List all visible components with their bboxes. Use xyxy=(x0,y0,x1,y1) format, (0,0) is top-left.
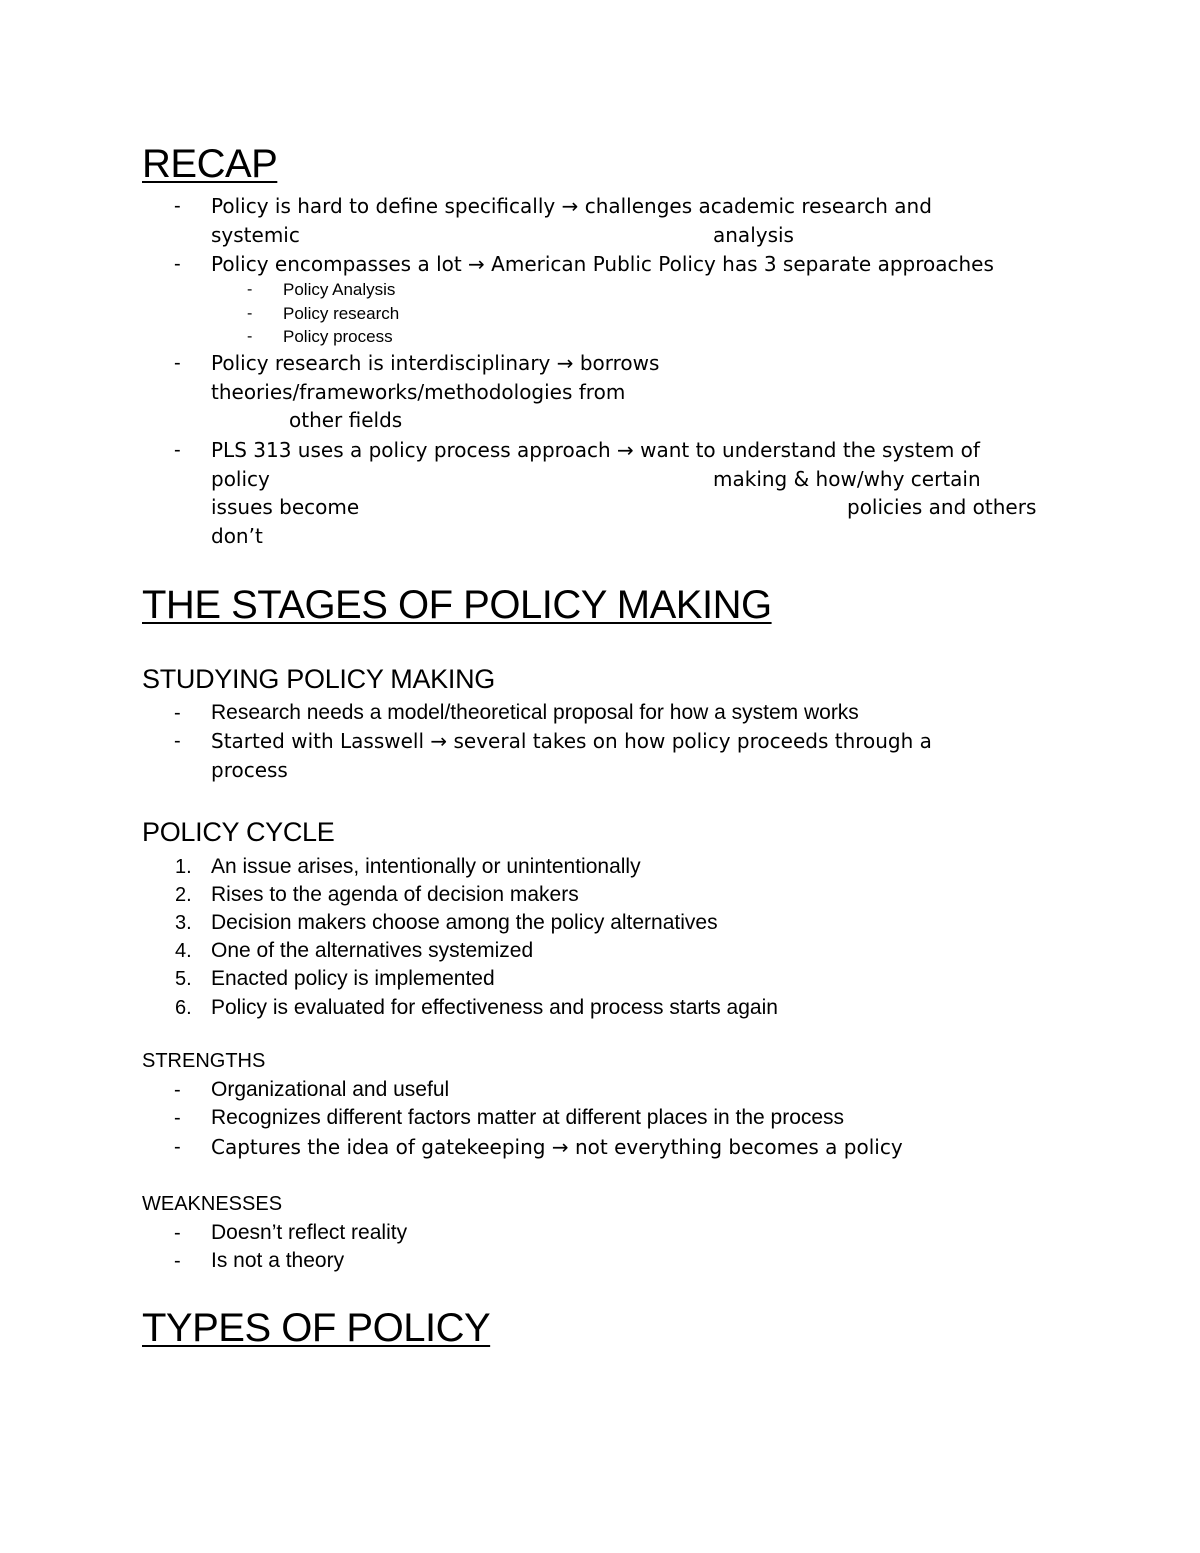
studying-item-2-line-2: process xyxy=(211,758,288,782)
cycle-number-4: 4. xyxy=(175,940,192,962)
studying-bullet-2: - xyxy=(174,730,181,752)
recap-item-1-line-2a: systemic xyxy=(211,223,300,247)
recap-subbullet-1: - xyxy=(247,281,253,298)
recap-bullet-2: - xyxy=(174,253,181,275)
recap-bullet-4: - xyxy=(174,439,181,461)
strengths-heading: STRENGTHS xyxy=(142,1050,266,1072)
cycle-number-2: 2. xyxy=(175,884,192,906)
weaknesses-item-1: Doesn’t reflect reality xyxy=(211,1221,408,1244)
recap-item-1-line-2b: analysis xyxy=(713,223,794,247)
cycle-number-5: 5. xyxy=(175,968,192,990)
recap-item-2: Policy encompasses a lot → American Public Policy has 3 separate approaches xyxy=(211,252,994,276)
cycle-step-6: Policy is evaluated for effectiveness and process starts again xyxy=(211,996,778,1019)
recap-item-3-line-1: Policy research is interdisciplinary → borrows xyxy=(211,351,660,375)
recap-subitem-1: Policy Analysis xyxy=(283,280,396,299)
studying-heading: STUDYING POLICY MAKING xyxy=(142,664,495,694)
cycle-step-2: Rises to the agenda of decision makers xyxy=(211,883,579,906)
cycle-step-1: An issue arises, intentionally or unintentionally xyxy=(211,855,641,878)
strengths-bullet-3: - xyxy=(174,1136,181,1158)
studying-bullet-1: - xyxy=(174,702,181,724)
weaknesses-item-2: Is not a theory xyxy=(211,1249,345,1272)
cycle-heading: POLICY CYCLE xyxy=(142,817,335,847)
recap-subitem-2: Policy research xyxy=(283,304,400,323)
recap-item-4-line-2b: making & how/why certain xyxy=(713,467,981,491)
recap-heading: RECAP xyxy=(142,142,278,186)
recap-item-4-line-2a: policy xyxy=(211,467,270,491)
studying-item-1: Research needs a model/theoretical proposal for how a system works xyxy=(211,701,859,724)
types-heading: TYPES OF POLICY xyxy=(142,1306,491,1350)
cycle-step-5: Enacted policy is implemented xyxy=(211,967,495,990)
recap-item-3-line-2: theories/frameworks/methodologies from xyxy=(211,380,626,404)
weaknesses-bullet-1: - xyxy=(174,1222,181,1244)
strengths-item-3: Captures the idea of gatekeeping → not everything becomes a policy xyxy=(211,1135,903,1159)
strengths-bullet-1: - xyxy=(174,1079,181,1101)
cycle-step-4: One of the alternatives systemized xyxy=(211,939,534,962)
cycle-step-3: Decision makers choose among the policy alternatives xyxy=(211,911,718,934)
recap-subbullet-3: - xyxy=(247,328,253,345)
strengths-item-1: Organizational and useful xyxy=(211,1078,450,1101)
recap-item-4-line-3a: issues become xyxy=(211,495,360,519)
weaknesses-bullet-2: - xyxy=(174,1250,181,1272)
recap-item-4-line-4: don’t xyxy=(211,524,263,548)
recap-item-4-line-1: PLS 313 uses a policy process approach → want to understand the system of xyxy=(211,438,980,462)
recap-subitem-3: Policy process xyxy=(283,327,393,346)
recap-item-1-line-1: Policy is hard to define specifically → challenges academic research and xyxy=(211,194,932,218)
recap-subbullet-2: - xyxy=(247,305,253,322)
recap-item-3-line-3: other fields xyxy=(289,408,403,432)
studying-item-2-line-1: Started with Lasswell → several takes on how policy proceeds through a xyxy=(211,729,932,753)
weaknesses-heading: WEAKNESSES xyxy=(142,1193,283,1215)
cycle-number-3: 3. xyxy=(175,912,192,934)
strengths-bullet-2: - xyxy=(174,1107,181,1129)
cycle-number-6: 6. xyxy=(175,997,192,1019)
cycle-number-1: 1. xyxy=(175,856,192,878)
strengths-item-2: Recognizes different factors matter at different places in the process xyxy=(211,1106,845,1129)
stages-heading: THE STAGES OF POLICY MAKING xyxy=(142,583,772,627)
recap-item-4-line-3b: policies and others xyxy=(847,495,1037,519)
recap-bullet-1: - xyxy=(174,195,181,217)
recap-bullet-3: - xyxy=(174,352,181,374)
